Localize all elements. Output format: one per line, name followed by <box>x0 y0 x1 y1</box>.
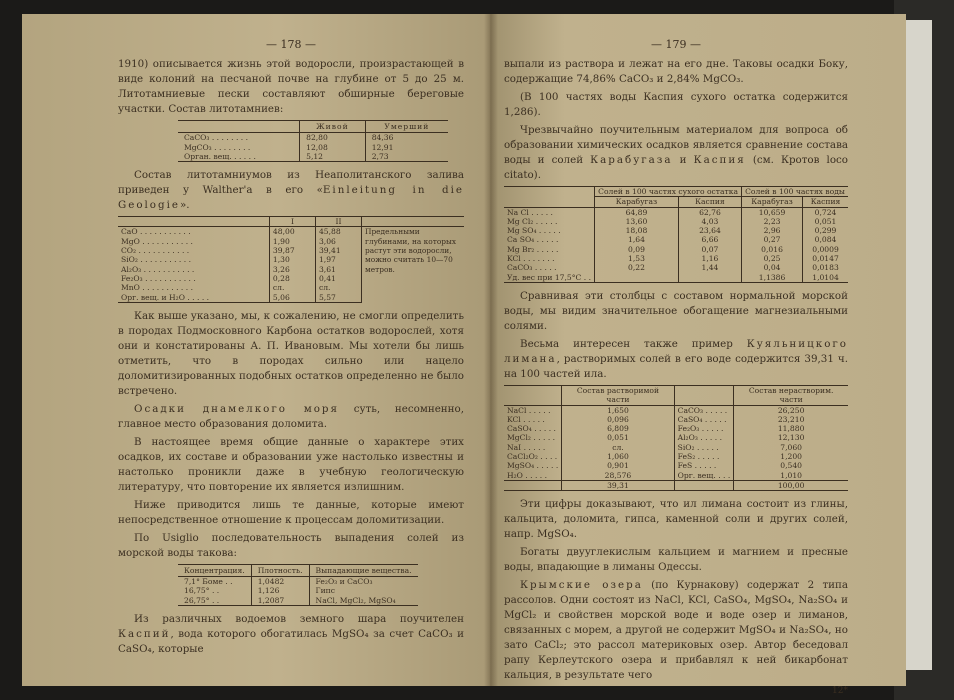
table-header: Солей в 100 частях сухого остатка <box>595 187 742 197</box>
table-row <box>178 596 418 606</box>
table-header: Состав растворимой части <box>562 385 674 405</box>
table-cell: NaCl . . . . . <box>507 405 551 415</box>
page-number: — 178 — <box>266 38 316 51</box>
table-header <box>118 217 269 227</box>
table-cell <box>595 273 679 283</box>
table-cell: Mg Br₂ . . . . . <box>507 244 559 254</box>
table-cell: 11,880 <box>734 424 848 433</box>
table-cell: MgCO₃ . . . . . . . . <box>184 142 251 152</box>
table-cell: сл. <box>562 443 674 452</box>
book-gutter <box>484 14 498 686</box>
table-cell: Al₂O₃ . . . . . <box>674 433 734 442</box>
table-cell: 1,010 <box>734 471 848 481</box>
table-cell: 6,66 <box>678 235 741 244</box>
paragraph <box>504 578 848 683</box>
table-cell: CaSO₄ . . . . . <box>674 415 734 424</box>
table-row <box>504 263 848 272</box>
table-cell: MnO . . . . . . . . . . . <box>121 283 193 293</box>
table-cell: 62,76 <box>678 207 741 217</box>
table-cell: CaCl₂O₂ . . . . <box>507 452 558 462</box>
left-page <box>22 14 490 686</box>
table-cell: 26,250 <box>734 405 848 415</box>
table-cell: 82,80 <box>300 133 366 143</box>
table-cell: 7,1° Боме . . <box>184 577 233 587</box>
table-cell: 0,41 <box>315 274 361 283</box>
table-header <box>504 385 562 405</box>
table-header: I <box>269 217 315 227</box>
table-header: Состав нерастворим. части <box>734 385 848 405</box>
table-row <box>504 443 848 452</box>
table-cell: NaI . . . . . <box>507 442 546 452</box>
karabugaz-table <box>504 186 848 283</box>
table-cell: 5,12 <box>300 152 366 162</box>
table-cell: 12,130 <box>734 433 848 442</box>
table-header: Солей в 100 частях воды <box>742 187 848 197</box>
table-cell: Fe₂O₃ . . . . . <box>674 424 734 433</box>
table-header <box>178 121 300 133</box>
table-cell: SiO₂ . . . . . . . . . . . <box>121 255 192 265</box>
lithothamnion-table <box>178 120 448 162</box>
table-cell: H₂O . . . . . <box>507 470 548 480</box>
table-row <box>504 461 848 470</box>
table-header: II <box>315 217 361 227</box>
paragraph <box>504 337 848 382</box>
table-cell: 0,22 <box>595 263 679 272</box>
spaced-term: Каспий <box>118 628 171 641</box>
table-cell: 0,540 <box>734 461 848 470</box>
table-cell: 1,16 <box>678 254 741 263</box>
table-cell: 0,299 <box>803 226 848 235</box>
naples-table <box>118 216 464 303</box>
table-row <box>504 207 848 217</box>
table-cell: 0,724 <box>803 207 848 217</box>
kuyalnik-table <box>504 385 848 491</box>
table-cell: CO₂ . . . . . . . . . . . <box>121 246 190 256</box>
table-cell: 13,60 <box>595 217 679 226</box>
table-row <box>504 226 848 235</box>
table-cell: 0,0009 <box>803 245 848 254</box>
table-cell: CaCO₃ . . . . . <box>507 263 557 273</box>
paragraph <box>118 612 464 657</box>
text: (по Курнакову) содержат 2 типа рассолов. Одни состоят из NaCl, KCl, CaSO₄, MgSO₄, Na₂SO₄ и MgCl₂ и свойствен морской воде и воде озер и лиманов, связанных с морем, а другой не содержит MgSO₄ и Na₂SO₄, но зато CaCl₂; это рассол материковых озер. Автор беседовал рапу Керлеутского озера и прибавлял к ней бикарбонат кальция, в результате чего <box>504 579 849 682</box>
table-header: Плотность. <box>251 564 309 576</box>
table-cell <box>678 273 741 283</box>
table-row <box>178 577 418 587</box>
table-cell: 3,61 <box>315 265 361 274</box>
table-cell: 0,051 <box>562 433 674 442</box>
table-header: Карабугаз <box>742 197 803 207</box>
table-row <box>504 245 848 254</box>
table-row <box>504 433 848 442</box>
page-edge-stack <box>902 20 932 670</box>
paragraph: выпали из раствора и лежат на его дне. Таковы осадки Боку, содержащие 74,86% CaCO₃ и 2,84% MgCO₃. <box>504 58 848 85</box>
table-cell: 3,26 <box>269 265 315 274</box>
table-cell: 0,09 <box>595 245 679 254</box>
spaced-term: Осадки днамелкого моря <box>134 402 339 415</box>
text: Состав литотамниумов из Неаполитанского залива приведен у Walther'а в его « <box>118 169 464 197</box>
table-cell: 0,901 <box>562 461 674 470</box>
table-cell: 5,06 <box>269 293 315 303</box>
table-header <box>674 385 734 405</box>
page-number: — 179 — <box>651 38 701 51</box>
table-cell: 84,36 <box>365 133 448 143</box>
table-note: Предельными глубинами, на которых растут эти водоросли, можно считать 10—70 метров. <box>362 227 465 302</box>
paragraph <box>118 168 464 213</box>
table-cell: 0,25 <box>742 254 803 263</box>
table-cell: 45,88 <box>315 227 361 237</box>
text: Из различных водоемов земного шара поучителен <box>134 613 464 626</box>
table-cell: Орг. вещ. и H₂O . . . . . <box>118 293 269 303</box>
table-row <box>504 471 848 481</box>
table-cell: 0,0183 <box>803 263 848 272</box>
table-cell: 5,57 <box>315 293 361 303</box>
table-cell: FeS₂ . . . . . <box>674 452 734 461</box>
table-row <box>504 452 848 461</box>
paragraph: 1910) описывается жизнь этой водоросли, произрастающей в виде колоний на песчаной почве на глубине от 5 до 25 м. Литотамниевые пески составляют обширные береговые участки. Состав литотамниев: <box>118 58 464 115</box>
text: , вода которого обогатилась MgSO₄ за счет CaCO₃ и CaSO₄, которые <box>118 628 464 656</box>
table-row <box>504 273 848 283</box>
spaced-term: Каспия <box>693 154 746 166</box>
table-header: Выпадающие вещества. <box>309 564 418 576</box>
table-total-row <box>504 480 848 490</box>
table-cell: 1,97 <box>315 255 361 264</box>
table-cell: 1,1386 <box>742 273 803 283</box>
table-cell: KCl . . . . . <box>507 414 545 424</box>
table-cell: 1,2087 <box>251 596 309 606</box>
paragraph: Как выше указано, мы, к сожалению, не смогли определить в породах Подмосковного Карбона остатков водорослей, хотя они и констатированы А. П. Ивановым. Мы хотели бы лишь отметить, что в породах сильно или нацело доломитизированных подобных остатков определенно не было встречено. <box>118 309 464 397</box>
table-cell: CaCO₃ . . . . . <box>674 405 734 415</box>
table-header: Каспия <box>803 197 848 207</box>
table-cell: 1,650 <box>562 405 674 415</box>
table-cell: SiO₂ . . . . . <box>674 443 734 452</box>
table-cell: 1,0104 <box>803 273 848 283</box>
table-cell: 39,41 <box>315 246 361 255</box>
table-row <box>504 235 848 244</box>
paragraph: В настоящее время общие данные о характере этих осадков, их составе и образовании уже настолько известны и настолько проникли даже в учебную геологическую литературу, что повторение их является излишним. <box>118 435 464 493</box>
table-cell: 1,060 <box>562 452 674 461</box>
paragraph: Сравнивая эти столбцы с составом нормальной морской воды, мы видим значительное обогащение магнезиальными солями. <box>504 289 848 332</box>
table-row <box>504 254 848 263</box>
table-header: Умерший <box>365 121 448 133</box>
table-cell: 10,659 <box>742 207 803 217</box>
paragraph <box>118 402 464 432</box>
book-title: Einleitung in die Geologie <box>118 184 464 212</box>
text: Чрезвычайно поучительным материалом для вопроса об образовании химических осадков является сравнение состава воды и солей <box>504 124 848 166</box>
table-row <box>178 152 448 162</box>
table-row <box>504 217 848 226</box>
right-page <box>490 14 906 697</box>
table-cell: KCl . . . . . . . <box>507 254 555 264</box>
paragraph: Богаты двууглекислым кальцием и магнием и пресные воды, впадающие в лиманы Одессы. <box>504 546 848 574</box>
table-cell: 1,90 <box>269 237 315 246</box>
table-cell: 3,06 <box>315 237 361 246</box>
table-cell: Mg SO₄ . . . . . <box>507 226 561 236</box>
table-cell: 1,200 <box>734 452 848 461</box>
table-cell: сл. <box>315 283 361 292</box>
table-cell: 1,126 <box>251 586 309 595</box>
table-cell: Al₂O₃ . . . . . . . . . . . <box>121 264 195 274</box>
table-header <box>504 187 595 208</box>
table-header: Карабугаз <box>595 197 679 207</box>
table-cell: Орг. вещ. . . . <box>674 471 734 481</box>
table-cell: 0,084 <box>803 235 848 244</box>
text: (см. Кротов loco citato). <box>504 154 848 181</box>
table-cell: Гипс <box>309 586 418 595</box>
spaced-term: Крымские озера <box>520 579 643 592</box>
table-cell: 6,809 <box>562 424 674 433</box>
table-cell: 0,07 <box>678 245 741 254</box>
table-cell: Орган. вещ. . . . . . <box>178 152 300 162</box>
table-cell: 1,64 <box>595 235 679 244</box>
spaced-term: Карабугаза <box>590 154 673 166</box>
table-row <box>178 143 448 152</box>
table-cell: 39,87 <box>269 246 315 255</box>
text: Весьма интересен также пример <box>520 337 747 350</box>
table-cell: 1,30 <box>269 255 315 264</box>
table-cell <box>674 480 734 490</box>
table-cell: 0,051 <box>803 217 848 226</box>
signature-mark: 12* <box>832 686 848 697</box>
table-cell: 0,27 <box>742 235 803 244</box>
text: суть, несомненно, главное место образования доломита. <box>118 402 464 430</box>
table-cell: 2,73 <box>365 152 448 162</box>
table-cell: CaCO₃ . . . . . . . . <box>184 133 249 143</box>
paragraph: По Usiglio последовательность выпадения солей из морской воды такова: <box>118 531 464 559</box>
table-cell: 1,0482 <box>251 577 309 587</box>
table-cell: 64,89 <box>595 207 679 217</box>
table-cell: Fe₂O₃ . . . . . . . . . . . <box>121 273 196 283</box>
table-header: Каспия <box>678 197 741 207</box>
table-cell: 0,096 <box>562 415 674 424</box>
spaced-term: Куяльницкого лимана <box>504 337 848 365</box>
paragraph <box>504 123 848 183</box>
table-cell: Уд. вес при 17,5°С . . <box>504 273 595 283</box>
table-cell: 0,0147 <box>803 254 848 263</box>
table-cell: MgCl₂ . . . . . <box>507 433 556 443</box>
table-row <box>504 405 848 415</box>
table-cell: Na Cl . . . . . <box>507 207 553 217</box>
table-cell: MgSO₄ . . . . . <box>507 461 559 471</box>
table-cell: 0,28 <box>269 274 315 283</box>
paragraph: (В 100 частях воды Каспия сухого остатка содержится 1,286). <box>504 91 848 118</box>
table-row <box>504 415 848 424</box>
table-header: Живой <box>300 121 366 133</box>
table-cell <box>504 480 562 490</box>
table-cell: Ca SO₄ . . . . . <box>507 235 559 245</box>
usiglio-table <box>178 564 418 606</box>
table-cell: Fe₂O₃ и CaCO₃ <box>309 577 418 587</box>
table-cell: 26,75° . . <box>178 596 251 606</box>
table-row <box>118 227 464 237</box>
text: и <box>672 154 694 166</box>
table-cell: 12,08 <box>300 143 366 152</box>
table-row <box>178 133 448 143</box>
table-cell: 100,00 <box>734 480 848 490</box>
paragraph: Ниже приводится лишь те данные, которые имеют непосредственное отношение к процессам доломитизации. <box>118 498 464 526</box>
paragraph: Эти цифры доказывают, что ил лимана состоит из глины, кальцита, доломита, гипса, каменной соли и других солей, напр. MgSO₄. <box>504 498 848 541</box>
table-cell: 4,03 <box>678 217 741 226</box>
table-cell: 39,31 <box>562 480 674 490</box>
table-cell: 28,576 <box>562 471 674 481</box>
table-cell: 2,23 <box>742 217 803 226</box>
table-cell: 0,04 <box>742 263 803 272</box>
table-cell: 12,91 <box>365 143 448 152</box>
table-cell: 7,060 <box>734 443 848 452</box>
table-cell: Mg Cl₂ . . . . . <box>507 216 558 226</box>
table-cell: 23,64 <box>678 226 741 235</box>
table-cell: NaCl, MgCl₂, MgSO₄ <box>309 596 418 606</box>
table-cell: 23,210 <box>734 415 848 424</box>
table-cell: CaSO₄ . . . . . <box>507 424 556 434</box>
table-cell: FeS . . . . . <box>674 461 734 470</box>
table-row <box>504 424 848 433</box>
table-cell: 1,44 <box>678 263 741 272</box>
table-row <box>178 586 418 595</box>
table-cell: MgO . . . . . . . . . . . <box>121 236 193 246</box>
table-header: Концентрация. <box>178 564 251 576</box>
table-cell: 16,75° . . <box>184 586 220 596</box>
table-cell: сл. <box>269 283 315 292</box>
table-header <box>362 217 465 227</box>
table-cell: 18,08 <box>595 226 679 235</box>
table-cell: 2,96 <box>742 226 803 235</box>
text: , растворимых солей в его воде содержится 39,31 ч. на 100 частей ила. <box>504 352 848 380</box>
table-cell: 1,53 <box>595 254 679 263</box>
table-cell: 48,00 <box>269 227 315 237</box>
table-cell: CaO . . . . . . . . . . . <box>121 227 191 237</box>
text: ». <box>180 199 190 212</box>
table-cell: 0,016 <box>742 245 803 254</box>
